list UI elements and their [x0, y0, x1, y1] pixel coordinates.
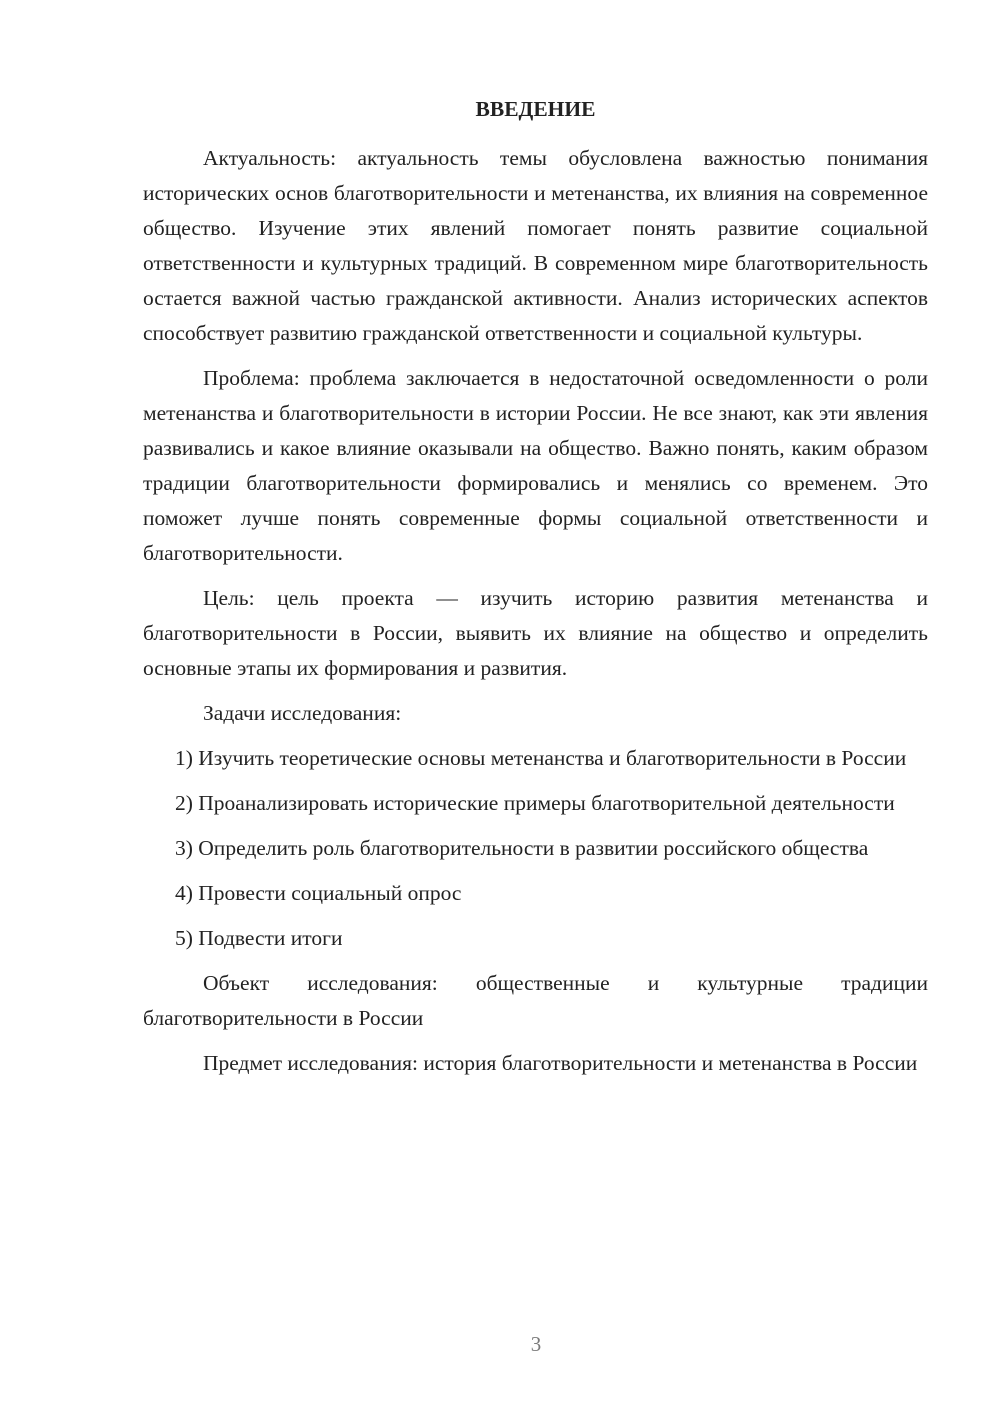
tasks-label: Задачи исследования: [203, 701, 402, 725]
page-title: ВВЕДЕНИЕ [475, 97, 596, 121]
task-item-1: 1) Изучить теоретические основы метенанства и благотворительности в России [175, 746, 907, 770]
task-item-3: 3) Определить роль благотворительности в развитии российского общества [175, 836, 869, 860]
task-item-2: 2) Проанализировать исторические примеры благотворительной деятельности [175, 791, 895, 815]
relevance-paragraph: Актуальность: актуальность темы обусловлена важностью понимания исторических основ благотворительности и метенанства, их влияния на современное общество. Изучение этих явлений помогает понять развитие социальной ответственности и культурных традиций. В современном мире благотворительность остается важной частью гражданской активности. Анализ исторических аспектов способствует развитию гражданской ответственности и социальной культуры. [143, 146, 928, 345]
task-item-5: 5) Подвести итоги [175, 926, 343, 950]
document-page [143, 92, 928, 1091]
page-number: 3 [530, 1332, 542, 1356]
task-item-4: 4) Провести социальный опрос [175, 881, 462, 905]
object-paragraph: Объект исследования: общественные и культурные традиции благотворительности в России [143, 971, 928, 1030]
subject-paragraph: Предмет исследования: история благотворительности и метенанства в России [203, 1051, 918, 1075]
goal-paragraph: Цель: цель проекта — изучить историю развития метенанства и благотворительности в России, выявить их влияние на общество и определить основные этапы их формирования и развития. [143, 586, 928, 680]
problem-paragraph: Проблема: проблема заключается в недостаточной осведомленности о роли метенанства и благотворительности в истории России. Не все знают, как эти явления развивались и какое влияние оказывали на общество. Важно понять, каким образом традиции благотворительности формировались и менялись со временем. Это поможет лучше понять современные формы социальной ответственности и благотворительности. [143, 366, 928, 565]
